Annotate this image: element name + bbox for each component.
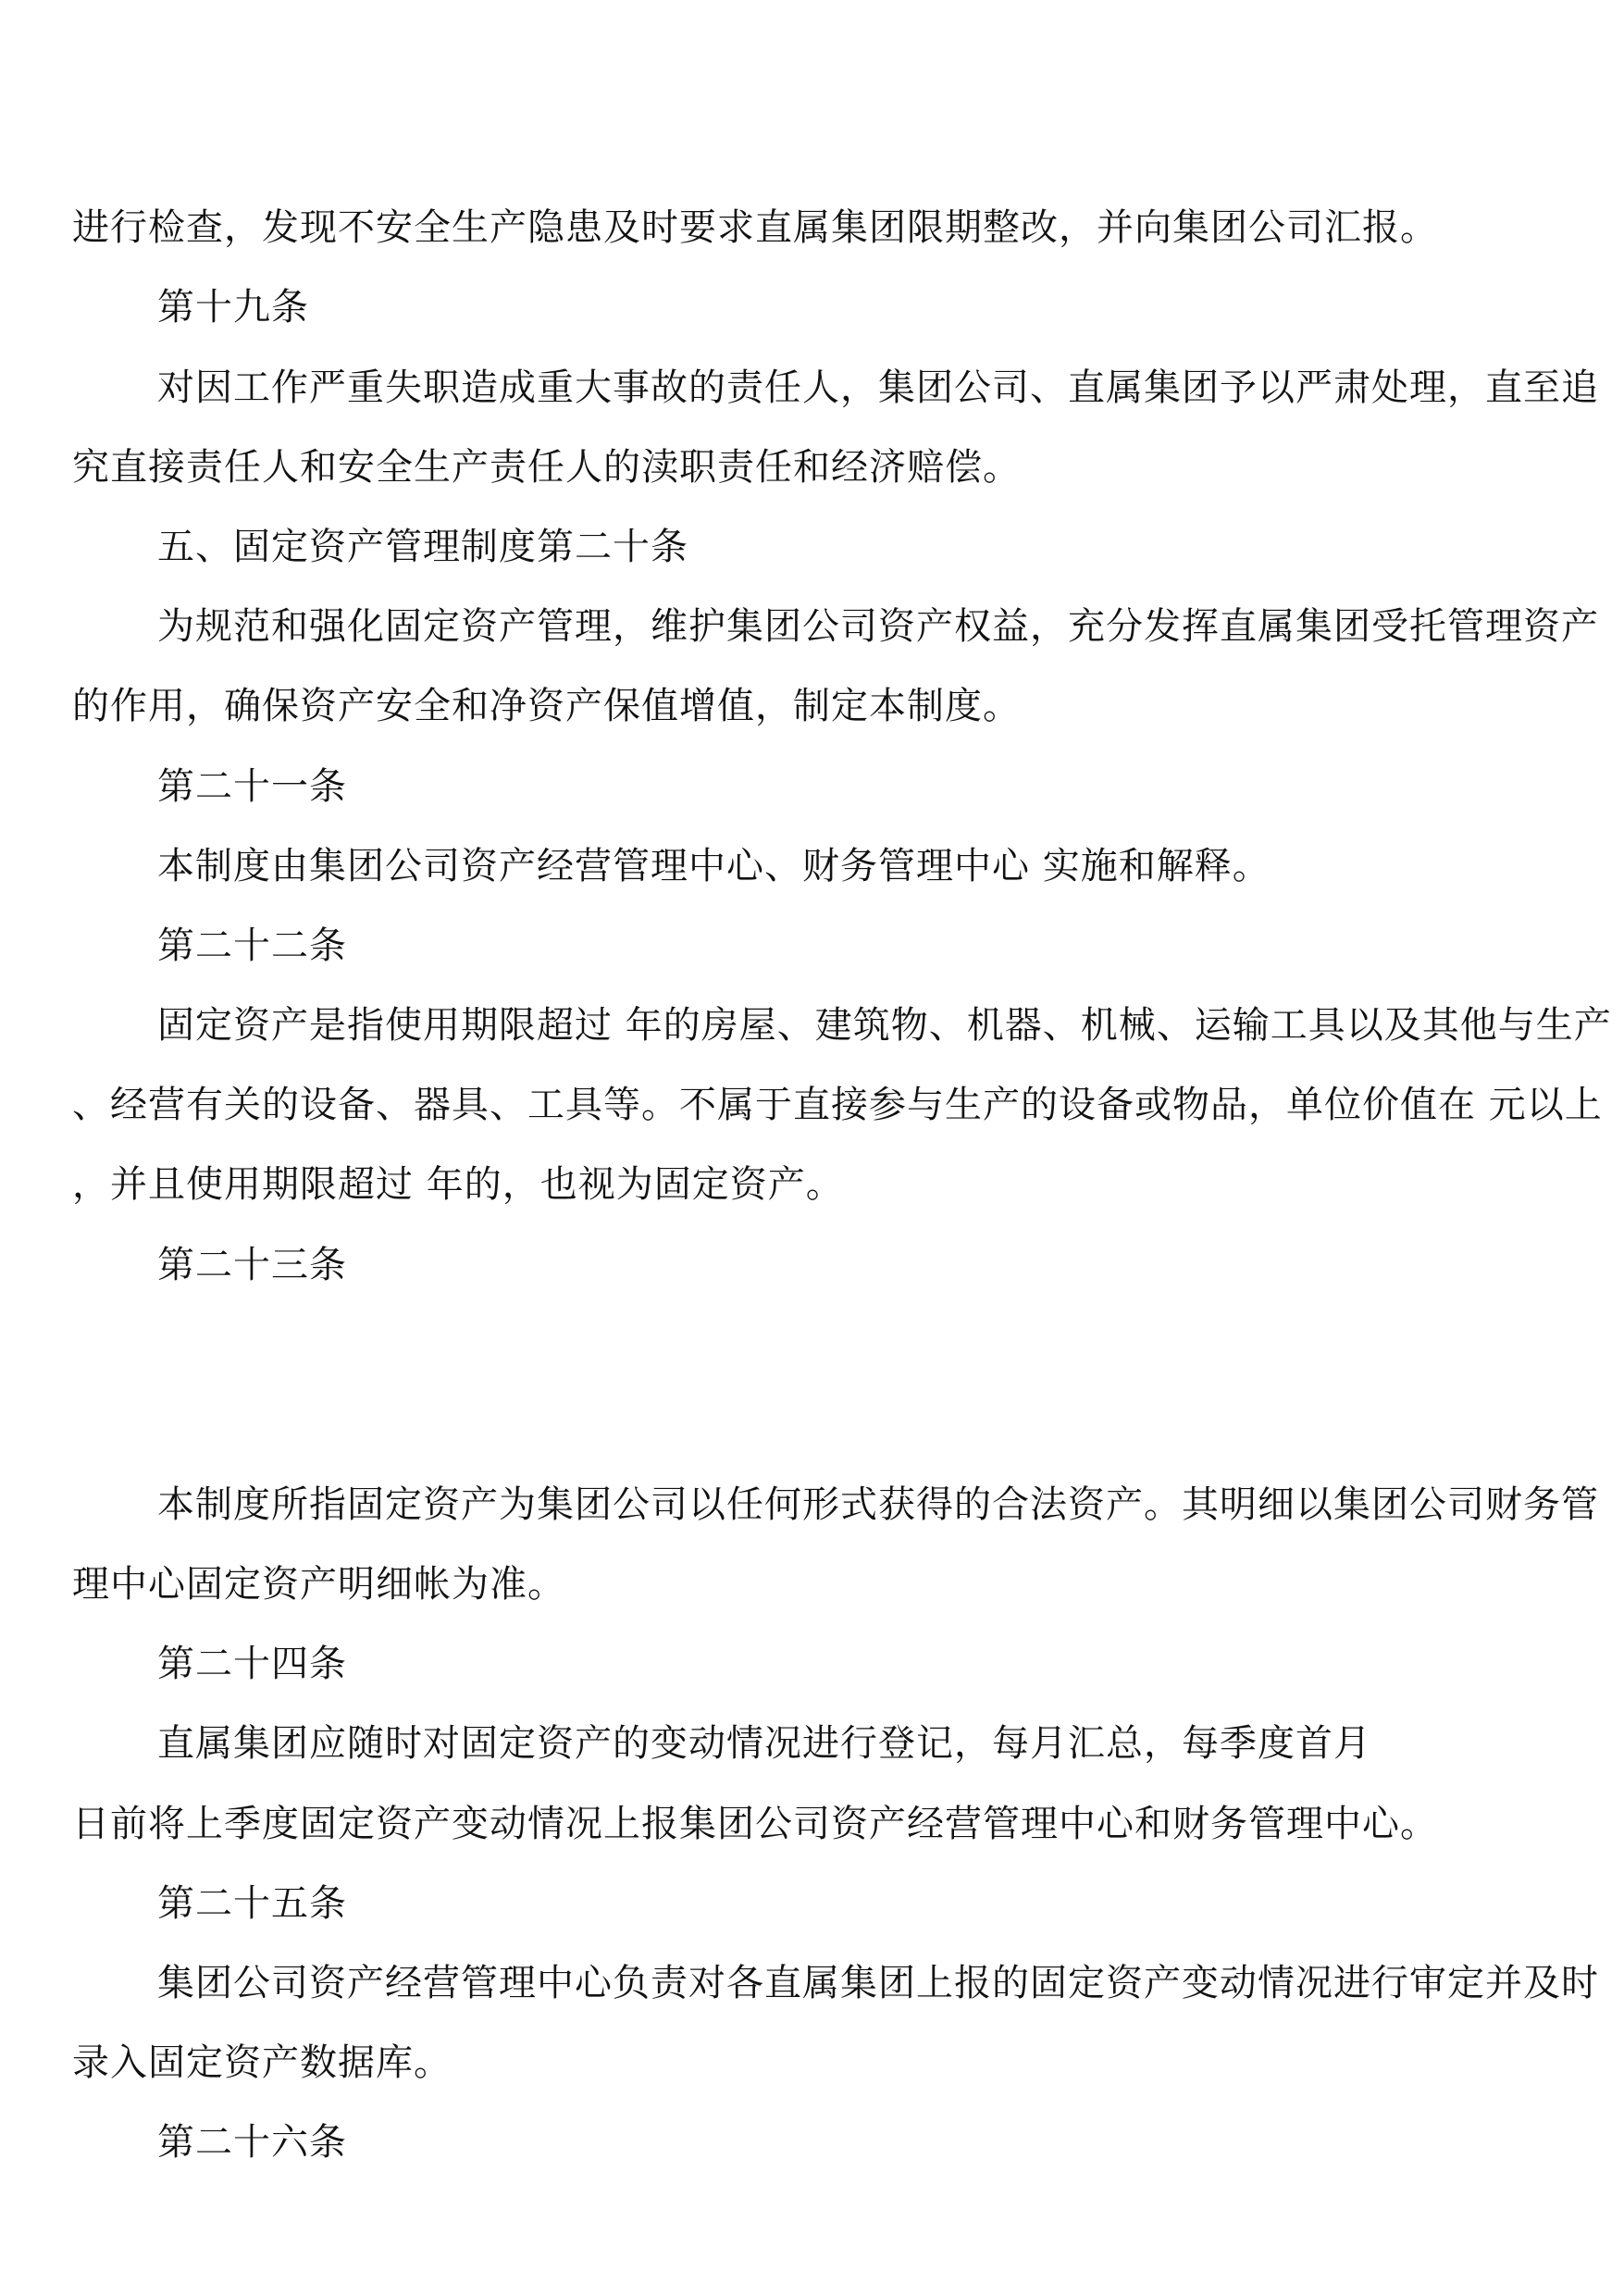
paragraph-line: 集团公司资产经营管理中心负责对各直属集团上报的固定资产变动情况进行审定并及时: [157, 1962, 1599, 2004]
article-heading-26: 第二十六条: [157, 2121, 347, 2164]
paragraph-line: 本制度所指固定资产为集团公司以任何形式获得的合法资产。其明细以集团公司财务管: [157, 1483, 1599, 1526]
article-heading-21: 第二十一条: [157, 765, 347, 808]
section-heading-5: 五、固定资产管理制度第二十条: [157, 526, 688, 568]
paragraph-line: 为规范和强化固定资产管理，维护集团公司资产权益，充分发挥直属集团受托管理资产: [157, 605, 1599, 648]
paragraph-line: 固定资产是指使用期限超过 年的房屋、建筑物、机器、机械、运输工具以及其他与生产: [157, 1004, 1612, 1047]
paragraph-line: 、经营有关的设备、器具、工具等。不属于直接参与生产的设备或物品，单位价值在 元以上: [72, 1084, 1603, 1126]
article-heading-19: 第十九条: [157, 286, 309, 329]
article-heading-22: 第二十二条: [157, 924, 347, 967]
paragraph-line: ，并且使用期限超过 年的，也视为固定资产。: [72, 1163, 844, 1206]
paragraph-line: 对因工作严重失职造成重大事故的责任人，集团公司、直属集团予以严肃处理，直至追: [157, 366, 1599, 409]
paragraph-line: 直属集团应随时对固定资产的变动情况进行登记，每月汇总，每季度首月: [157, 1722, 1371, 1765]
paragraph-line: 录入固定资产数据库。: [72, 2041, 452, 2084]
paragraph-line: 理中心固定资产明细帐为准。: [72, 1563, 565, 1606]
article-heading-24: 第二十四条: [157, 1643, 347, 1685]
paragraph-line: 进行检查，发现不安全生产隐患及时要求直属集团限期整改，并向集团公司汇报。: [72, 206, 1438, 249]
paragraph-line: 本制度由集团公司资产经营管理中心、财务管理中心 实施和解释。: [157, 845, 1271, 887]
paragraph-line: 究直接责任人和安全生产责任人的渎职责任和经济赔偿。: [72, 446, 1021, 489]
article-heading-25: 第二十五条: [157, 1882, 347, 1925]
article-heading-23: 第二十三条: [157, 1244, 347, 1286]
paragraph-line: 的作用，确保资产安全和净资产保值增值，制定本制度。: [72, 685, 1021, 727]
paragraph-line: 日前将上季度固定资产变动情况上报集团公司资产经营管理中心和财务管理中心。: [72, 1803, 1438, 1845]
